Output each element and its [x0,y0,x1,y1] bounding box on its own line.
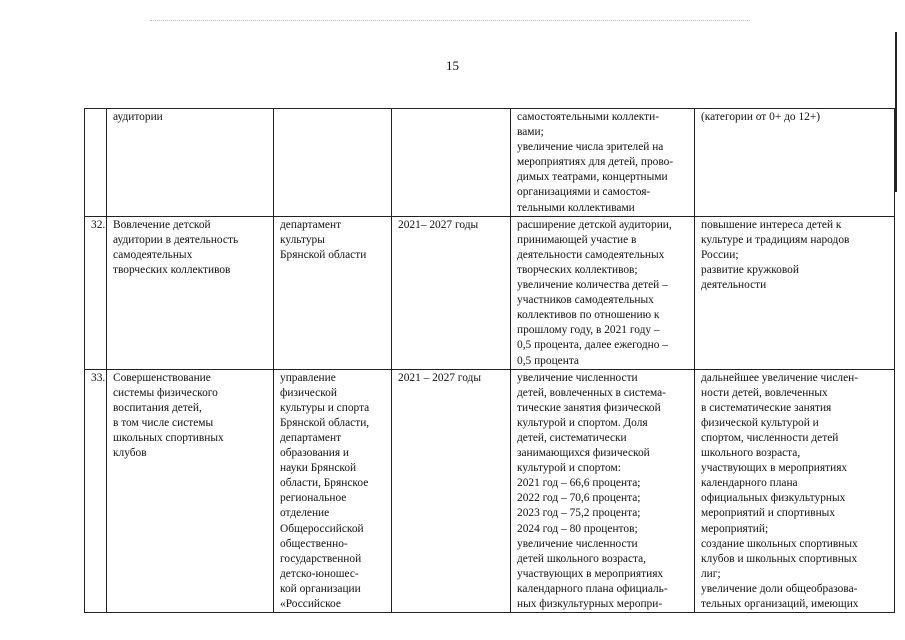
cell-term [392,109,511,217]
text-line: культуры и спорта [280,401,370,414]
text-line: ных физкультурных меропри- [517,598,663,610]
text-line: тельных организаций, имеющих [701,598,859,610]
text-line: клубов и школьных спортивных [701,552,858,565]
text-line: 2022 год – 70,6 процента; [517,492,641,505]
cell-indicators [695,109,895,217]
text-line: тельными коллективами [517,201,635,214]
text-line: 0,5 процента [517,354,579,367]
text-line: принимающей участие в [517,233,637,246]
text-line: мероприятий; [701,522,769,535]
text-line: вами; [517,126,544,139]
text-line: школьных спортивных [113,431,224,444]
table-row [85,216,895,369]
text-line: в систематические занятия [701,401,832,414]
text-line: кой организации [280,582,361,595]
text-line: детей, систематически [517,431,627,444]
text-line: образования и [280,447,350,460]
text-line: департамент [280,218,342,231]
text-line: (категории от 0+ до 12+) [701,111,821,123]
text-line: области, Брянское [280,477,369,490]
text-line: развитие кружковой [701,263,799,276]
text-line: деятельности [701,279,767,292]
text-line: воспитания детей, [113,401,202,414]
table-row [85,109,895,217]
text-line: культурой и спортом. Доля [517,416,648,429]
text-line: занимающихся физической [517,447,650,460]
text-line: увеличение числа зрителей на [517,141,664,154]
text-line: детей школьного возраста, [517,552,647,565]
text-line: увеличение количества детей – [517,279,668,292]
text-line: отделение [280,507,330,520]
cell-term: 2021– 2027 годы [392,216,511,369]
cell-expected-results [511,369,695,613]
cell-executor [274,109,392,217]
text-line: ности детей, вовлеченных [701,386,828,399]
text-line: культурой и спортом: [517,462,621,475]
cell-executor [274,369,392,613]
text-line: увеличение численности [517,371,638,384]
cell-executor [274,216,392,369]
text-line: системы физического [113,386,218,399]
cell-measure-name [107,369,274,613]
text-line: самодеятельных [113,248,193,261]
text-line: мероприятиях для детей, прово- [517,156,674,169]
text-line: региональное [280,492,347,505]
text-line: 2023 год – 75,2 процента; [517,507,641,520]
text-line: организациями и самостоя- [517,186,651,199]
text-line: культуре и традициям народов [701,233,850,246]
text-line: повышение интереса детей к [701,218,842,231]
cell-indicators [695,369,895,613]
cell-term: 2021 – 2027 годы [392,369,511,613]
text-line: участников самодеятельных [517,294,654,307]
text-line: увеличение численности [517,537,638,550]
scan-artifact [150,20,750,23]
cell-indicators [695,216,895,369]
cell-expected-results [511,109,695,217]
text-line: «Российское [280,598,341,610]
text-line: физической [280,386,337,399]
cell-row-number: 32. [85,216,107,369]
text-line: официальных физкультурных [701,492,846,505]
text-line: спортом, численности детей [701,431,839,444]
text-line: димых театрами, концертными [517,171,668,184]
text-line: детско-юношес- [280,567,359,580]
text-line: Общероссийской [280,522,364,535]
text-line: дальнейшее увеличение числен- [701,371,859,384]
text-line: увеличение доли общеобразова- [701,582,858,595]
text-line: детей, вовлеченных в система- [517,386,666,399]
text-line: департамент [280,431,342,444]
text-line: аудитории [113,111,163,123]
text-line: клубов [113,447,147,460]
text-line: управление [280,371,336,384]
text-line: 2024 год – 80 процентов; [517,522,638,535]
text-line: Вовлечение детской [113,218,211,231]
text-line: календарного плана [701,477,798,490]
text-line: школьного возраста, [701,447,801,460]
text-line: физической культурой и [701,416,819,429]
cell-row-number [85,109,107,217]
text-line: деятельности самодеятельных [517,248,665,261]
cell-measure-name [107,216,274,369]
text-line: 2021 год – 66,6 процента; [517,477,641,490]
text-line: общественно- [280,537,348,550]
text-line: участвующих в мероприятиях [517,567,664,580]
page-number: 15 [446,58,459,73]
text-line: Брянской области [280,248,367,261]
text-line: самостоятельными коллекти- [517,111,660,123]
table-row [85,369,895,613]
text-line: коллективов по отношению к [517,309,660,322]
text-line: творческих коллективов [113,263,231,276]
text-line: Брянской области, [280,416,370,429]
text-line: прошлому году, в 2021 году – [517,324,660,337]
text-line: культуры [280,233,325,246]
text-line: 0,5 процента, далее ежегодно – [517,339,668,352]
text-line: тические занятия физической [517,401,661,414]
text-line: творческих коллективов; [517,263,638,276]
text-line: науки Брянской [280,462,357,475]
text-line: расширение детской аудитории, [517,218,672,231]
cell-expected-results [511,216,695,369]
text-line: лиг; [701,567,721,580]
cell-measure-name [107,109,274,217]
text-line: аудитории в деятельность [113,233,239,246]
text-line: России; [701,248,739,261]
text-line: мероприятий и спортивных [701,507,836,520]
text-line: участвующих в мероприятиях [701,462,848,475]
text-line: создание школьных спортивных [701,537,858,550]
text-line: государственной [280,552,362,565]
text-line: календарного плана официаль- [517,582,668,595]
cell-row-number: 33. [85,369,107,613]
scan-edge-line [895,32,897,192]
measures-table [84,108,895,613]
text-line: Совершенствование [113,371,211,384]
text-line: в том числе системы [113,416,214,429]
